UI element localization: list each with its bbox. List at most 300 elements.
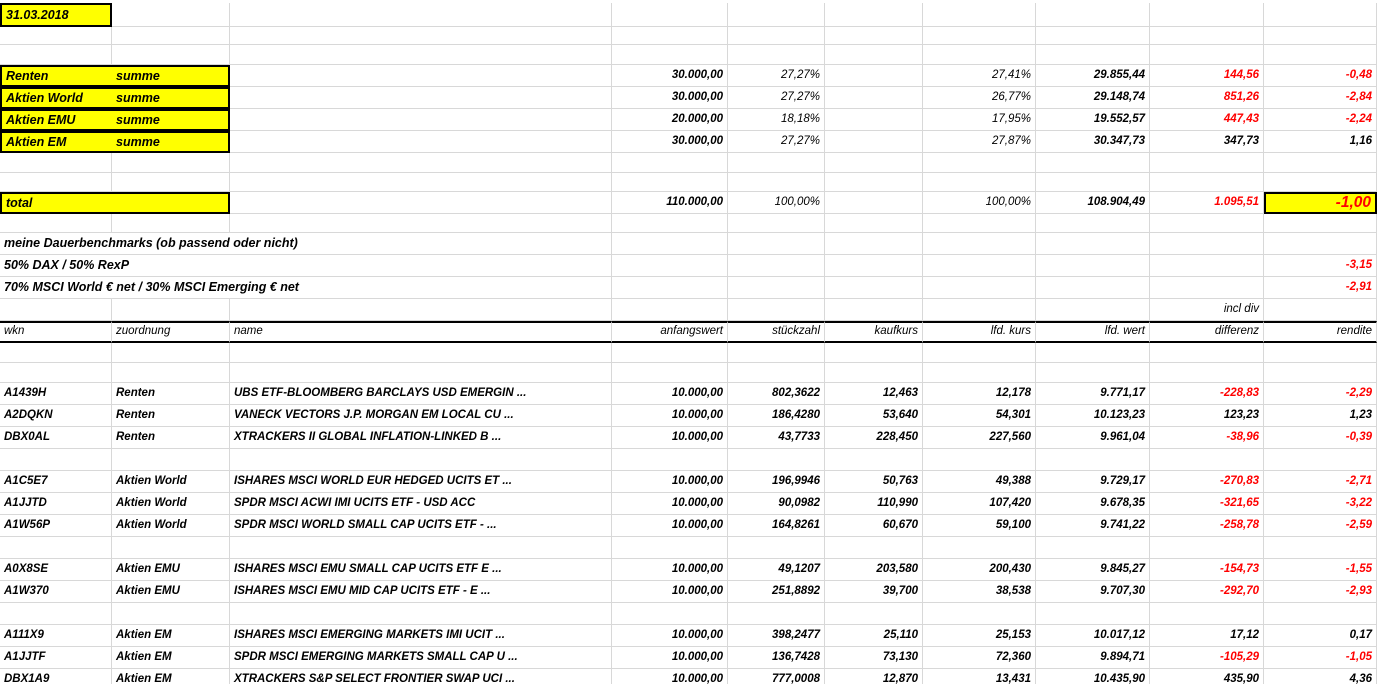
- spacer-8-anfangswert: [612, 449, 728, 471]
- spacer-10-lfd_kurs: [923, 603, 1036, 625]
- benchmark-msci-lfd_wert: [1036, 277, 1150, 299]
- summary-aktien-em-label[interactable]: [0, 131, 230, 153]
- position-a1c5e7-wkn[interactable]: A1C5E7: [0, 471, 112, 493]
- spacer-8-lfd_wert: [1036, 449, 1150, 471]
- position-a1439h-name[interactable]: UBS ETF-BLOOMBERG BARCLAYS USD EMERGIN ...: [230, 383, 612, 405]
- table-header-stueckzahl[interactable]: stückzahl: [728, 321, 825, 343]
- total-row-anfangswert[interactable]: 110.000,00: [612, 192, 728, 214]
- table-header-rendite[interactable]: rendite: [1264, 321, 1377, 343]
- spacer-5-stueckzahl: [728, 214, 825, 233]
- spacer-4-stueckzahl: [728, 173, 825, 192]
- position-dbx0al-name[interactable]: XTRACKERS II GLOBAL INFLATION-LINKED B ...: [230, 427, 612, 449]
- benchmark-title-lfd_kurs: [923, 233, 1036, 255]
- position-a1jjtf-name[interactable]: SPDR MSCI EMERGING MARKETS SMALL CAP U ...: [230, 647, 612, 669]
- position-a1439h-rendite[interactable]: -2,29: [1264, 383, 1377, 405]
- summary-aktien-em-name: [230, 131, 612, 153]
- category-label: Aktien EMU: [6, 112, 76, 127]
- summary-aktien-emu-rendite[interactable]: -2,24: [1264, 109, 1377, 131]
- spacer-5-differenz: [1150, 214, 1264, 233]
- position-a1jjtd-zuordnung[interactable]: Aktien World: [112, 493, 230, 515]
- position-a1w56p-differenz[interactable]: -258,78: [1150, 515, 1264, 537]
- benchmark-msci-label[interactable]: 70% MSCI World € net / 30% MSCI Emerging € net: [0, 277, 612, 299]
- spacer-7-lfd_wert: [1036, 363, 1150, 383]
- position-a1jjtf-zuordnung[interactable]: Aktien EM: [112, 647, 230, 669]
- spacer-2-rendite: [1264, 45, 1377, 65]
- position-a1w370-stueckzahl[interactable]: 251,8892: [728, 581, 825, 603]
- spacer-6-anfangswert: [612, 343, 728, 363]
- position-a1439h-zuordnung[interactable]: Renten: [112, 383, 230, 405]
- spacer-5-wkn: [0, 214, 112, 233]
- benchmark-dax-rexp-anfangswert: [612, 255, 728, 277]
- total-text: total: [6, 195, 33, 210]
- position-a111x9-name[interactable]: ISHARES MSCI EMERGING MARKETS IMI UCIT ...: [230, 625, 612, 647]
- spacer-8-stueckzahl: [728, 449, 825, 471]
- spacer-3-differenz: [1150, 153, 1264, 173]
- position-a2dqkn-differenz[interactable]: 123,23: [1150, 405, 1264, 427]
- position-a0x8se-differenz[interactable]: -154,73: [1150, 559, 1264, 581]
- position-a1w370-wkn[interactable]: A1W370: [0, 581, 112, 603]
- date-row-zuordnung: [112, 3, 230, 27]
- summary-renten-anfangswert[interactable]: 30.000,00: [612, 65, 728, 87]
- spacer-8-lfd_kurs: [923, 449, 1036, 471]
- date-row-lfd_kurs: [923, 3, 1036, 27]
- benchmark-msci-rendite[interactable]: -2,91: [1264, 277, 1377, 299]
- summary-aktien-emu-anfangswert[interactable]: 20.000,00: [612, 109, 728, 131]
- incl-div-row-stueckzahl: [728, 299, 825, 321]
- position-a1jjtf-wkn[interactable]: A1JJTF: [0, 647, 112, 669]
- summary-renten-stueckzahl[interactable]: 27,27%: [728, 65, 825, 87]
- benchmark-dax-rexp-lfd_kurs: [923, 255, 1036, 277]
- position-a111x9-lfd_wert[interactable]: 10.017,12: [1036, 625, 1150, 647]
- total-rendite[interactable]: -1,00: [1264, 192, 1377, 214]
- spacer-10-kaufkurs: [825, 603, 923, 625]
- total-row-kaufkurs: [825, 192, 923, 214]
- position-a0x8se-name[interactable]: ISHARES MSCI EMU SMALL CAP UCITS ETF E ...: [230, 559, 612, 581]
- spacer-10-rendite: [1264, 603, 1377, 625]
- position-a1w56p-kaufkurs[interactable]: 60,670: [825, 515, 923, 537]
- benchmark-msci-differenz: [1150, 277, 1264, 299]
- incl-div-note[interactable]: incl div: [1150, 299, 1264, 321]
- position-a1c5e7-zuordnung[interactable]: Aktien World: [112, 471, 230, 493]
- spacer-7-rendite: [1264, 363, 1377, 383]
- spacer-1-wkn: [0, 27, 112, 45]
- spacer-7-stueckzahl: [728, 363, 825, 383]
- incl-div-row-wkn: [0, 299, 112, 321]
- position-dbx0al-kaufkurs[interactable]: 228,450: [825, 427, 923, 449]
- position-a1jjtf-lfd_kurs[interactable]: 72,360: [923, 647, 1036, 669]
- position-a111x9-kaufkurs[interactable]: 25,110: [825, 625, 923, 647]
- summary-aktien-world-name: [230, 87, 612, 109]
- summary-renten-differenz[interactable]: 144,56: [1150, 65, 1264, 87]
- spacer-5-rendite: [1264, 214, 1377, 233]
- position-dbx1a9-anfangswert[interactable]: 10.000,00: [612, 669, 728, 684]
- benchmark-dax-rexp-differenz: [1150, 255, 1264, 277]
- position-a1w56p-lfd_kurs[interactable]: 59,100: [923, 515, 1036, 537]
- position-a1w56p-zuordnung[interactable]: Aktien World: [112, 515, 230, 537]
- position-a111x9-differenz[interactable]: 17,12: [1150, 625, 1264, 647]
- position-dbx0al-anfangswert[interactable]: 10.000,00: [612, 427, 728, 449]
- spacer-8-name: [230, 449, 612, 471]
- position-a1jjtf-lfd_wert[interactable]: 9.894,71: [1036, 647, 1150, 669]
- total-row-lfd_wert[interactable]: 108.904,49: [1036, 192, 1150, 214]
- position-a0x8se-kaufkurs[interactable]: 203,580: [825, 559, 923, 581]
- spacer-10-anfangswert: [612, 603, 728, 625]
- spacer-1-lfd_wert: [1036, 27, 1150, 45]
- spacer-3-lfd_wert: [1036, 153, 1150, 173]
- report-date[interactable]: 31.03.2018: [0, 3, 112, 27]
- spacer-6-lfd_kurs: [923, 343, 1036, 363]
- spacer-8-rendite: [1264, 449, 1377, 471]
- benchmark-msci-stueckzahl: [728, 277, 825, 299]
- position-a1w56p-anfangswert[interactable]: 10.000,00: [612, 515, 728, 537]
- spacer-3-wkn: [0, 153, 112, 173]
- category-label: Aktien World: [6, 90, 83, 105]
- spacer-5-kaufkurs: [825, 214, 923, 233]
- summary-renten-lfd_kurs[interactable]: 27,41%: [923, 65, 1036, 87]
- summary-aktien-world-lfd_wert[interactable]: 29.148,74: [1036, 87, 1150, 109]
- summary-renten-lfd_wert[interactable]: 29.855,44: [1036, 65, 1150, 87]
- position-a111x9-lfd_kurs[interactable]: 25,153: [923, 625, 1036, 647]
- spacer-2-wkn: [0, 45, 112, 65]
- spacer-1-anfangswert: [612, 27, 728, 45]
- table-header-lfd_wert[interactable]: lfd. wert: [1036, 321, 1150, 343]
- position-a1c5e7-stueckzahl[interactable]: 196,9946: [728, 471, 825, 493]
- table-header-zuordnung[interactable]: zuordnung: [112, 321, 230, 343]
- spacer-1-name: [230, 27, 612, 45]
- spacer-4-rendite: [1264, 173, 1377, 192]
- position-a0x8se-stueckzahl[interactable]: 49,1207: [728, 559, 825, 581]
- spacer-6-kaufkurs: [825, 343, 923, 363]
- position-dbx0al-lfd_kurs[interactable]: 227,560: [923, 427, 1036, 449]
- spacer-1-zuordnung: [112, 27, 230, 45]
- position-a1w370-zuordnung[interactable]: Aktien EMU: [112, 581, 230, 603]
- spacer-5-lfd_kurs: [923, 214, 1036, 233]
- spacer-5-zuordnung: [112, 214, 230, 233]
- incl-div-row-lfd_kurs: [923, 299, 1036, 321]
- table-header-kaufkurs[interactable]: kaufkurs: [825, 321, 923, 343]
- summary-aktien-em-kaufkurs: [825, 131, 923, 153]
- position-a1w370-anfangswert[interactable]: 10.000,00: [612, 581, 728, 603]
- position-dbx0al-differenz[interactable]: -38,96: [1150, 427, 1264, 449]
- position-dbx1a9-differenz[interactable]: 435,90: [1150, 669, 1264, 684]
- position-a2dqkn-rendite[interactable]: 1,23: [1264, 405, 1377, 427]
- spacer-2-differenz: [1150, 45, 1264, 65]
- spacer-9-anfangswert: [612, 537, 728, 559]
- spacer-6-name: [230, 343, 612, 363]
- summary-aktien-em-lfd_kurs[interactable]: 27,87%: [923, 131, 1036, 153]
- position-a1jjtf-kaufkurs[interactable]: 73,130: [825, 647, 923, 669]
- incl-div-row-anfangswert: [612, 299, 728, 321]
- spacer-6-wkn: [0, 343, 112, 363]
- incl-div-row-lfd_wert: [1036, 299, 1150, 321]
- position-a1439h-anfangswert[interactable]: 10.000,00: [612, 383, 728, 405]
- position-a1w56p-name[interactable]: SPDR MSCI WORLD SMALL CAP UCITS ETF - ...: [230, 515, 612, 537]
- summary-aktien-em-anfangswert[interactable]: 30.000,00: [612, 131, 728, 153]
- position-a1w370-lfd_kurs[interactable]: 38,538: [923, 581, 1036, 603]
- position-a0x8se-zuordnung[interactable]: Aktien EMU: [112, 559, 230, 581]
- position-a1w370-lfd_wert[interactable]: 9.707,30: [1036, 581, 1150, 603]
- summary-aktien-emu-kaufkurs: [825, 109, 923, 131]
- spacer-4-kaufkurs: [825, 173, 923, 192]
- position-dbx0al-lfd_wert[interactable]: 9.961,04: [1036, 427, 1150, 449]
- benchmark-msci-kaufkurs: [825, 277, 923, 299]
- position-a1w370-differenz[interactable]: -292,70: [1150, 581, 1264, 603]
- position-a111x9-zuordnung[interactable]: Aktien EM: [112, 625, 230, 647]
- position-a111x9-stueckzahl[interactable]: 398,2477: [728, 625, 825, 647]
- summary-aktien-emu-stueckzahl[interactable]: 18,18%: [728, 109, 825, 131]
- position-dbx1a9-rendite[interactable]: 4,36: [1264, 669, 1377, 684]
- spacer-3-stueckzahl: [728, 153, 825, 173]
- position-a1439h-stueckzahl[interactable]: 802,3622: [728, 383, 825, 405]
- summary-aktien-world-lfd_kurs[interactable]: 26,77%: [923, 87, 1036, 109]
- summe-label: summe: [116, 90, 160, 105]
- position-a1w56p-lfd_wert[interactable]: 9.741,22: [1036, 515, 1150, 537]
- summe-label: summe: [116, 68, 160, 83]
- position-a1jjtd-lfd_kurs[interactable]: 107,420: [923, 493, 1036, 515]
- position-dbx1a9-zuordnung[interactable]: Aktien EM: [112, 669, 230, 684]
- summary-aktien-emu-lfd_wert[interactable]: 19.552,57: [1036, 109, 1150, 131]
- position-a1w56p-rendite[interactable]: -2,59: [1264, 515, 1377, 537]
- spacer-7-anfangswert: [612, 363, 728, 383]
- benchmark-title-differenz: [1150, 233, 1264, 255]
- benchmark-title-text[interactable]: meine Dauerbenchmarks (ob passend oder nicht): [0, 233, 612, 255]
- position-dbx1a9-name[interactable]: XTRACKERS S&P SELECT FRONTIER SWAP UCI ...: [230, 669, 612, 684]
- summary-aktien-em-rendite[interactable]: 1,16: [1264, 131, 1377, 153]
- position-dbx1a9-lfd_wert[interactable]: 10.435,90: [1036, 669, 1150, 684]
- summary-renten-rendite[interactable]: -0,48: [1264, 65, 1377, 87]
- position-a0x8se-anfangswert[interactable]: 10.000,00: [612, 559, 728, 581]
- summary-renten-name: [230, 65, 612, 87]
- benchmark-dax-rexp-kaufkurs: [825, 255, 923, 277]
- summary-renten-kaufkurs: [825, 65, 923, 87]
- spacer-10-differenz: [1150, 603, 1264, 625]
- position-a111x9-rendite[interactable]: 0,17: [1264, 625, 1377, 647]
- position-a2dqkn-anfangswert[interactable]: 10.000,00: [612, 405, 728, 427]
- incl-div-row-rendite: [1264, 299, 1377, 321]
- spacer-2-lfd_kurs: [923, 45, 1036, 65]
- spacer-5-name: [230, 214, 612, 233]
- benchmark-dax-rexp-rendite[interactable]: -3,15: [1264, 255, 1377, 277]
- position-a1jjtf-stueckzahl[interactable]: 136,7428: [728, 647, 825, 669]
- summary-aktien-world-label[interactable]: [0, 87, 230, 109]
- position-a1c5e7-kaufkurs[interactable]: 50,763: [825, 471, 923, 493]
- spacer-4-lfd_wert: [1036, 173, 1150, 192]
- total-row-differenz[interactable]: 1.095,51: [1150, 192, 1264, 214]
- incl-div-row-name: [230, 299, 612, 321]
- summary-aktien-emu-lfd_kurs[interactable]: 17,95%: [923, 109, 1036, 131]
- spacer-7-kaufkurs: [825, 363, 923, 383]
- position-a1w370-rendite[interactable]: -2,93: [1264, 581, 1377, 603]
- position-a1jjtd-differenz[interactable]: -321,65: [1150, 493, 1264, 515]
- position-a111x9-wkn[interactable]: A111X9: [0, 625, 112, 647]
- position-a0x8se-lfd_kurs[interactable]: 200,430: [923, 559, 1036, 581]
- spacer-5-lfd_wert: [1036, 214, 1150, 233]
- position-a0x8se-wkn[interactable]: A0X8SE: [0, 559, 112, 581]
- position-a111x9-anfangswert[interactable]: 10.000,00: [612, 625, 728, 647]
- position-a1c5e7-lfd_wert[interactable]: 9.729,17: [1036, 471, 1150, 493]
- position-a1w370-name[interactable]: ISHARES MSCI EMU MID CAP UCITS ETF - E ...: [230, 581, 612, 603]
- benchmark-title-anfangswert: [612, 233, 728, 255]
- total-label[interactable]: [0, 192, 230, 214]
- spacer-10-zuordnung: [112, 603, 230, 625]
- position-dbx1a9-lfd_kurs[interactable]: 13,431: [923, 669, 1036, 684]
- spacer-4-lfd_kurs: [923, 173, 1036, 192]
- spacer-2-lfd_wert: [1036, 45, 1150, 65]
- spacer-9-stueckzahl: [728, 537, 825, 559]
- summary-aktien-emu-label[interactable]: [0, 109, 230, 131]
- spacer-9-zuordnung: [112, 537, 230, 559]
- position-a2dqkn-lfd_wert[interactable]: 10.123,23: [1036, 405, 1150, 427]
- position-a1439h-differenz[interactable]: -228,83: [1150, 383, 1264, 405]
- date-row-rendite: [1264, 3, 1377, 27]
- summary-aktien-world-differenz[interactable]: 851,26: [1150, 87, 1264, 109]
- position-a2dqkn-zuordnung[interactable]: Renten: [112, 405, 230, 427]
- position-a1jjtd-lfd_wert[interactable]: 9.678,35: [1036, 493, 1150, 515]
- table-header-differenz[interactable]: differenz: [1150, 321, 1264, 343]
- summary-aktien-em-stueckzahl[interactable]: 27,27%: [728, 131, 825, 153]
- position-a1439h-kaufkurs[interactable]: 12,463: [825, 383, 923, 405]
- spacer-9-kaufkurs: [825, 537, 923, 559]
- position-a0x8se-lfd_wert[interactable]: 9.845,27: [1036, 559, 1150, 581]
- spacer-9-lfd_wert: [1036, 537, 1150, 559]
- total-row-name: [230, 192, 612, 214]
- summary-aktien-world-rendite[interactable]: -2,84: [1264, 87, 1377, 109]
- position-a1jjtf-differenz[interactable]: -105,29: [1150, 647, 1264, 669]
- date-row-differenz: [1150, 3, 1264, 27]
- spacer-6-rendite: [1264, 343, 1377, 363]
- spacer-10-name: [230, 603, 612, 625]
- date-row-anfangswert: [612, 3, 728, 27]
- position-a1jjtd-wkn[interactable]: A1JJTD: [0, 493, 112, 515]
- position-a0x8se-rendite[interactable]: -1,55: [1264, 559, 1377, 581]
- position-a1w56p-stueckzahl[interactable]: 164,8261: [728, 515, 825, 537]
- summary-aktien-world-anfangswert[interactable]: 30.000,00: [612, 87, 728, 109]
- spacer-3-rendite: [1264, 153, 1377, 173]
- summary-aktien-world-stueckzahl[interactable]: 27,27%: [728, 87, 825, 109]
- spacer-4-wkn: [0, 173, 112, 192]
- position-a2dqkn-kaufkurs[interactable]: 53,640: [825, 405, 923, 427]
- summary-aktien-em-differenz[interactable]: 347,73: [1150, 131, 1264, 153]
- benchmark-msci-anfangswert: [612, 277, 728, 299]
- table-header-anfangswert[interactable]: anfangswert: [612, 321, 728, 343]
- position-dbx0al-rendite[interactable]: -0,39: [1264, 427, 1377, 449]
- spacer-9-lfd_kurs: [923, 537, 1036, 559]
- position-a2dqkn-name[interactable]: VANECK VECTORS J.P. MORGAN EM LOCAL CU ...: [230, 405, 612, 427]
- position-a1439h-lfd_kurs[interactable]: 12,178: [923, 383, 1036, 405]
- table-header-lfd_kurs[interactable]: lfd. kurs: [923, 321, 1036, 343]
- position-a1jjtf-anfangswert[interactable]: 10.000,00: [612, 647, 728, 669]
- summary-renten-label[interactable]: [0, 65, 230, 87]
- category-label: Renten: [6, 68, 49, 83]
- position-a1jjtd-kaufkurs[interactable]: 110,990: [825, 493, 923, 515]
- position-a1c5e7-rendite[interactable]: -2,71: [1264, 471, 1377, 493]
- spacer-9-name: [230, 537, 612, 559]
- position-a1439h-lfd_wert[interactable]: 9.771,17: [1036, 383, 1150, 405]
- spacer-8-differenz: [1150, 449, 1264, 471]
- spacer-1-differenz: [1150, 27, 1264, 45]
- summary-aktien-em-lfd_wert[interactable]: 30.347,73: [1036, 131, 1150, 153]
- position-a1c5e7-lfd_kurs[interactable]: 49,388: [923, 471, 1036, 493]
- benchmark-dax-rexp-lfd_wert: [1036, 255, 1150, 277]
- position-dbx0al-stueckzahl[interactable]: 43,7733: [728, 427, 825, 449]
- incl-div-row-kaufkurs: [825, 299, 923, 321]
- total-row-stueckzahl[interactable]: 100,00%: [728, 192, 825, 214]
- spacer-2-stueckzahl: [728, 45, 825, 65]
- spacer-2-anfangswert: [612, 45, 728, 65]
- position-a1439h-wkn[interactable]: A1439H: [0, 383, 112, 405]
- spacer-8-wkn: [0, 449, 112, 471]
- spacer-5-anfangswert: [612, 214, 728, 233]
- benchmark-title-lfd_wert: [1036, 233, 1150, 255]
- position-a1jjtd-stueckzahl[interactable]: 90,0982: [728, 493, 825, 515]
- spacer-4-differenz: [1150, 173, 1264, 192]
- position-a1c5e7-differenz[interactable]: -270,83: [1150, 471, 1264, 493]
- spacer-10-lfd_wert: [1036, 603, 1150, 625]
- position-a2dqkn-stueckzahl[interactable]: 186,4280: [728, 405, 825, 427]
- benchmark-title-stueckzahl: [728, 233, 825, 255]
- spacer-3-zuordnung: [112, 153, 230, 173]
- spacer-7-wkn: [0, 363, 112, 383]
- position-a2dqkn-lfd_kurs[interactable]: 54,301: [923, 405, 1036, 427]
- position-dbx1a9-kaufkurs[interactable]: 12,870: [825, 669, 923, 684]
- position-dbx0al-zuordnung[interactable]: Renten: [112, 427, 230, 449]
- position-a1c5e7-anfangswert[interactable]: 10.000,00: [612, 471, 728, 493]
- spacer-6-differenz: [1150, 343, 1264, 363]
- spacer-7-name: [230, 363, 612, 383]
- total-row-lfd_kurs[interactable]: 100,00%: [923, 192, 1036, 214]
- position-a2dqkn-wkn[interactable]: A2DQKN: [0, 405, 112, 427]
- date-row-kaufkurs: [825, 3, 923, 27]
- spacer-7-lfd_kurs: [923, 363, 1036, 383]
- spacer-3-name: [230, 153, 612, 173]
- benchmark-dax-rexp-label[interactable]: 50% DAX / 50% RexP: [0, 255, 612, 277]
- summary-aktien-emu-differenz[interactable]: 447,43: [1150, 109, 1264, 131]
- position-dbx0al-wkn[interactable]: DBX0AL: [0, 427, 112, 449]
- date-row-name: [230, 3, 612, 27]
- position-dbx1a9-wkn[interactable]: DBX1A9: [0, 669, 112, 684]
- spacer-1-kaufkurs: [825, 27, 923, 45]
- spacer-9-wkn: [0, 537, 112, 559]
- table-header-name[interactable]: name: [230, 321, 612, 343]
- spacer-7-zuordnung: [112, 363, 230, 383]
- position-a1c5e7-name[interactable]: ISHARES MSCI WORLD EUR HEDGED UCITS ET ...: [230, 471, 612, 493]
- position-a1jjtf-rendite[interactable]: -1,05: [1264, 647, 1377, 669]
- position-a1jjtd-name[interactable]: SPDR MSCI ACWI IMI UCITS ETF - USD ACC: [230, 493, 612, 515]
- spacer-10-wkn: [0, 603, 112, 625]
- date-row-lfd_wert: [1036, 3, 1150, 27]
- spacer-2-zuordnung: [112, 45, 230, 65]
- incl-div-row-zuordnung: [112, 299, 230, 321]
- spacer-8-zuordnung: [112, 449, 230, 471]
- position-a1w56p-wkn[interactable]: A1W56P: [0, 515, 112, 537]
- spacer-6-zuordnung: [112, 343, 230, 363]
- position-a1jjtd-anfangswert[interactable]: 10.000,00: [612, 493, 728, 515]
- position-dbx1a9-stueckzahl[interactable]: 777,0008: [728, 669, 825, 684]
- spacer-6-stueckzahl: [728, 343, 825, 363]
- spacer-9-rendite: [1264, 537, 1377, 559]
- spacer-6-lfd_wert: [1036, 343, 1150, 363]
- position-a1w370-kaufkurs[interactable]: 39,700: [825, 581, 923, 603]
- spacer-9-differenz: [1150, 537, 1264, 559]
- spacer-3-anfangswert: [612, 153, 728, 173]
- spacer-7-differenz: [1150, 363, 1264, 383]
- spacer-4-anfangswert: [612, 173, 728, 192]
- position-a1jjtd-rendite[interactable]: -3,22: [1264, 493, 1377, 515]
- table-header-wkn[interactable]: wkn: [0, 321, 112, 343]
- category-label: Aktien EM: [6, 134, 67, 149]
- spacer-1-rendite: [1264, 27, 1377, 45]
- benchmark-title-kaufkurs: [825, 233, 923, 255]
